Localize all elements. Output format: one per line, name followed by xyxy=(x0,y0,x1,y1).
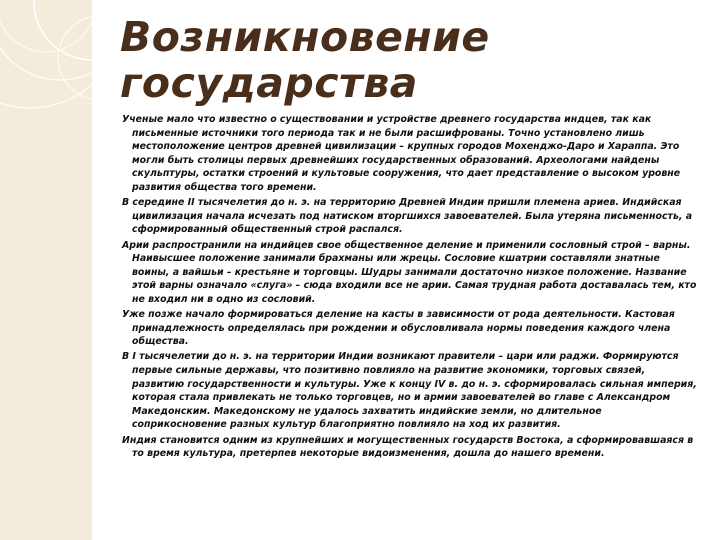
slide-title-line-2: государства xyxy=(120,59,418,107)
slide-title-line-1: Возникновение xyxy=(120,13,490,61)
decorative-rings xyxy=(0,0,120,540)
decorative-ring xyxy=(34,0,120,60)
decorative-ring xyxy=(0,0,120,80)
paragraph-6: Индия становится одним из крупнейших и могущественных государств Востока, а сформировавшаяся в то время культура, претерпев некоторые видоизменения, дошла до нашего времени. xyxy=(122,434,694,460)
paragraph-5: В I тысячелетии до н. э. на территории Индии возникают правители – цари или раджи. Формируются первые сильные державы, что позитивно повлияло на развитие экономики, торговых связей, развитию государственности и культуры. Уже к концу IV в. до н. э. сформировалась сильная империя, которая стала привлекать не только торговцев, но и армии завоевателей во главе с Александром Македонским. Македонскому не удалось захватить индийские земли, но длительное соприкосновение разных культур благоприятно повлияло на ход их развития. xyxy=(122,351,697,431)
paragraph-4: Уже позже начало формироваться деление на касты в зависимости от рода деятельности. Кастовая принадлежность определялась при рождении и обусловливала нормы поведения каждого члена общества. xyxy=(122,309,675,348)
paragraph-2: В середине II тысячелетия до н. э. на территорию Древней Индии пришли племена ариев. Индийская цивилизация начала исчезать под натиском вторгшихся завоевателей. Была утеряна письменность, а сформированный общественный строй распался. xyxy=(122,197,693,236)
slide-title xyxy=(120,14,680,106)
slide-body-text xyxy=(120,113,698,462)
paragraph-3: Арии распространили на индийцев свое общественное деление и применили сословный строй – варны. Наивысшее положение занимали брахманы или жрецы. Сословие кшатрии составляли знатные воины, а вайшьи – крестьяне и торговцы. Шудры занимали достаточно низкое положение. Название этой варны означало «слуга» – сюда входили все не арии. Самая трудная работа доставалась тем, кто не входил ни в одно из сословий. xyxy=(122,239,697,305)
decorative-ring xyxy=(0,0,96,52)
paragraph-1: Ученые мало что известно о существовании и устройстве древнего государства индцев, так как письменные источники того периода так и не были расшифрованы. Точно установлено лишь местоположение центров древней цивилизации – крупных городов Мохенджо-Даро и Хараппа. Это могли быть столицы первых древнейших государственных образований. Археологами найдены скульптуры, остатки строений и культовые сооружения, что дает представление о высоком уровне развития общества того времени. xyxy=(122,114,681,193)
